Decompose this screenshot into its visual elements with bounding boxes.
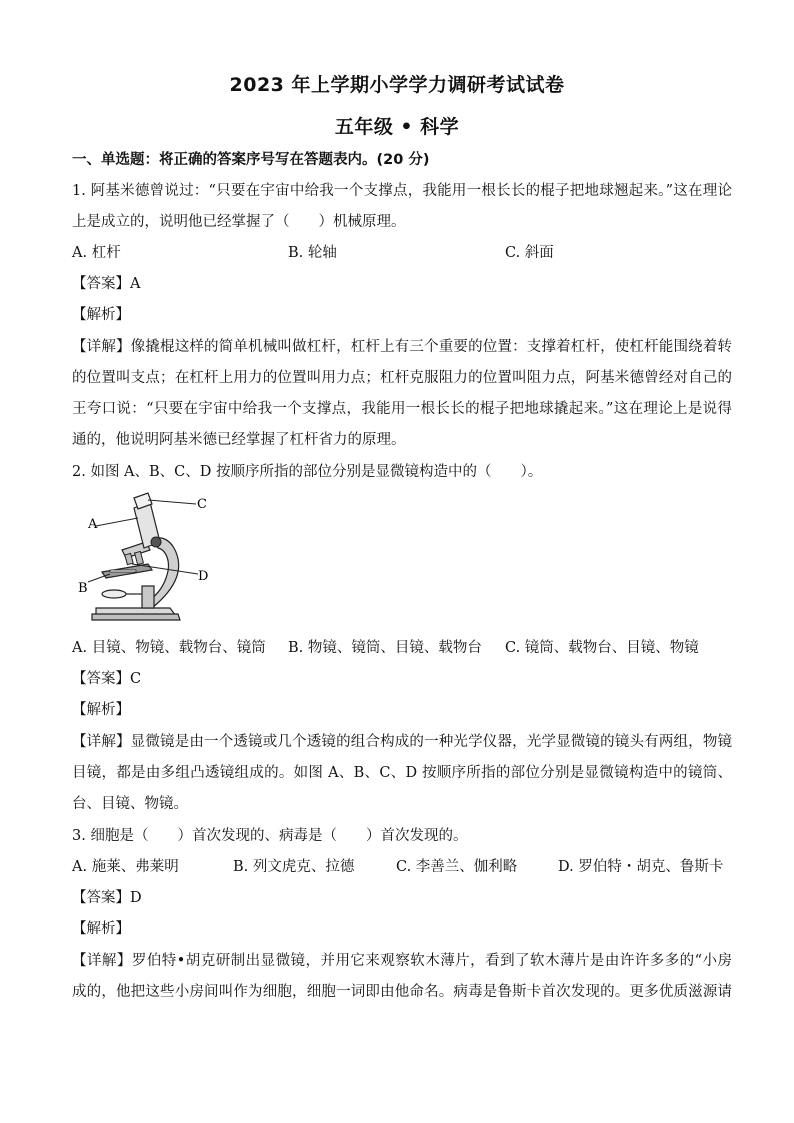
q1-detail-line-2: 的位置叫支点；在杠杆上用力的位置叫用力点；杠杆克服阻力的位置叫阻力点，阿基米德曾经对自己的 xyxy=(72,370,732,386)
q3-stem-line-1: 3. 细胞是（ ）首次发现的、病毒是（ ）首次发现的。 xyxy=(72,828,468,844)
q1-analysis-label: 【解析】 xyxy=(72,307,130,323)
label-d: D xyxy=(198,569,209,584)
stage-clip xyxy=(110,570,136,572)
q2-detail-line-3: 台、目镜、物镜。 xyxy=(72,796,188,812)
objective-lens-2 xyxy=(135,551,144,564)
q2-answer: 【答案】C xyxy=(72,671,142,687)
q1-stem-line-1: 1. 阿基米德曾说过：“只要在宇宙中给我一个支撑点，我能用一根长长的棍子把地球翘起来。”这在理论 xyxy=(72,183,732,199)
q1-stem-line-2: 上是成立的，说明他已经掌握了（ ）机械原理。 xyxy=(72,214,406,230)
q1-answer: 【答案】A xyxy=(72,276,141,292)
microscope-figure xyxy=(74,490,224,625)
q2-detail-line-2: 目镜，都是由多组凸透镜组成的。如图 A、B、C、D 按顺序所指的部位分别是显微镜构造中的镜筒、 xyxy=(72,765,732,781)
exam-subtitle: 五年级 • 科学 xyxy=(334,116,460,138)
label-line-c xyxy=(148,500,196,504)
section-heading: 一、单选题：将正确的答案序号写在答题表内。(20 分) xyxy=(72,152,430,168)
q3-detail-line-2: 成的，他把这些小房间叫作为细胞，细胞一词即由他命名。病毒是鲁斯卡首次发现的。更多优质滋源请 xyxy=(72,984,732,1000)
microscope-pillar xyxy=(142,586,154,608)
q2-detail-line-1: 【详解】显微镜是由一个透镜或几个透镜的组合构成的一种光学仪器，光学显微镜的镜头有两组，物镜 xyxy=(72,734,732,750)
label-c: C xyxy=(197,497,207,512)
label-line-a xyxy=(96,518,138,526)
q1-detail-line-1: 【详解】像撬棍这样的简单机械叫做杠杆，杠杆上有三个重要的位置：支撑着杠杆，使杠杆能围绕着转 xyxy=(72,339,732,355)
exam-title: 2023 年上学期小学学力调研考试试卷 xyxy=(229,74,565,96)
q3-option-a: A. 施莱、弗莱明 xyxy=(72,859,179,875)
q1-option-a: A. 杠杆 xyxy=(72,245,121,261)
label-b: B xyxy=(78,581,88,596)
q2-analysis-label: 【解析】 xyxy=(72,702,130,718)
q3-option-c: C. 李善兰、伽利略 xyxy=(396,859,518,875)
label-a: A xyxy=(88,517,98,532)
microscope-mirror xyxy=(102,590,126,598)
q3-analysis-label: 【解析】 xyxy=(72,921,130,937)
q1-detail-line-4: 通的，他说明阿基米德已经掌握了杠杆省力的原理。 xyxy=(72,432,406,448)
q2-option-a: A. 目镜、物镜、载物台、镜筒 xyxy=(72,640,266,656)
q3-option-b: B. 列文虎克、拉德 xyxy=(233,859,355,875)
q3-detail-line-1: 【详解】罗伯特•胡克研制出显微镜，并用它来观察软木薄片，看到了软木薄片是由许许多多的“小房 xyxy=(72,953,732,969)
q2-option-c: C. 镜筒、载物台、目镜、物镜 xyxy=(505,640,699,656)
q1-option-b: B. 轮轴 xyxy=(288,245,337,261)
focus-knob xyxy=(151,537,161,547)
q1-detail-line-3: 王夸口说：“只要在宇宙中给我一个支撑点，我能用一根长长的棍子把地球撬起来。”这在理论上是说得 xyxy=(72,401,732,417)
q3-option-d: D. 罗伯特・胡克、鲁斯卡 xyxy=(558,859,724,875)
q1-option-c: C. 斜面 xyxy=(505,245,554,261)
q3-answer: 【答案】D xyxy=(72,890,142,906)
q2-stem-line-1: 2. 如图 A、B、C、D 按顺序所指的部位分别是显微镜构造中的（ ）。 xyxy=(72,464,543,480)
microscope-base-plate xyxy=(92,614,180,620)
q2-option-b: B. 物镜、镜筒、目镜、载物台 xyxy=(288,640,482,656)
